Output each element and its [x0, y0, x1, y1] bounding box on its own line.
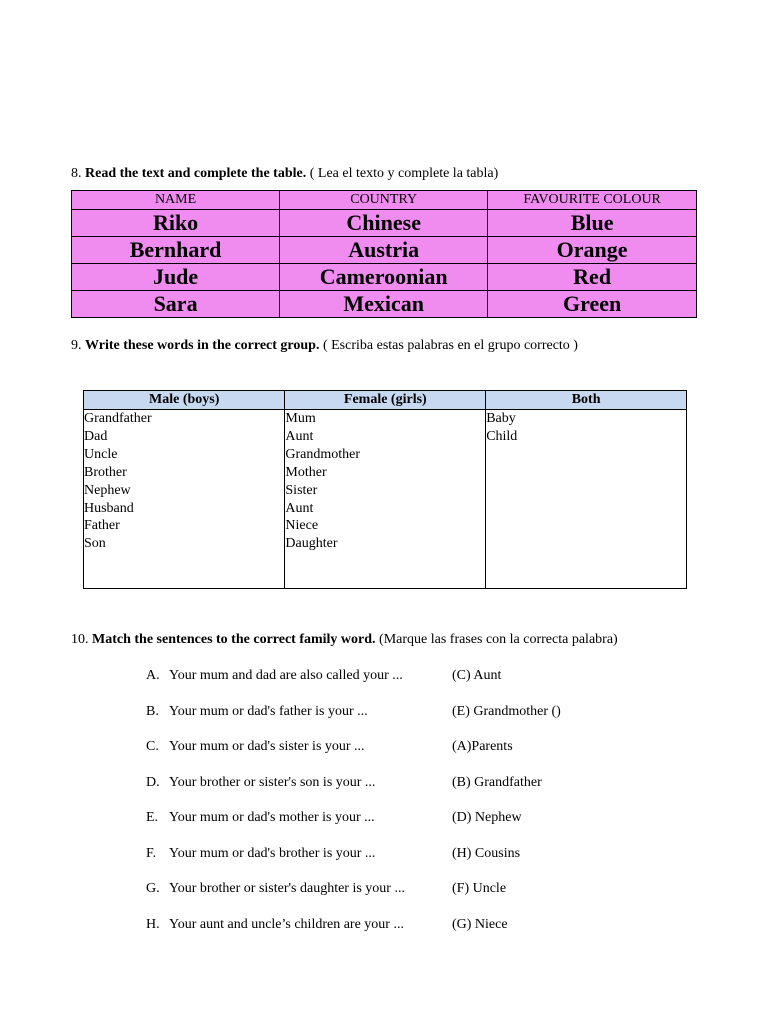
item-sentence: Your brother or sister's son is your ...	[169, 775, 376, 790]
item-letter: D.	[146, 775, 160, 790]
list-item: Son	[84, 536, 106, 552]
list-item: Baby	[486, 411, 516, 426]
header-favourite-colour: FAVOURITE COLOUR	[488, 191, 697, 210]
question-10-instruction: Match the sentences to the correct family word.	[92, 632, 376, 647]
item-sentence: Your mum or dad's mother is your ...	[169, 810, 375, 825]
table-row	[72, 210, 697, 237]
table-row	[72, 237, 697, 264]
header-male: Male (boys)	[84, 391, 285, 410]
match-item-e	[146, 809, 522, 827]
table-header-row	[84, 391, 687, 410]
cell-name[interactable]: Jude	[72, 264, 280, 291]
list-item: Child	[486, 428, 518, 444]
item-letter: F.	[146, 846, 157, 861]
match-item-h	[146, 916, 508, 934]
item-sentence: Your aunt and uncle’s children are your ...	[169, 917, 404, 932]
match-item-c	[146, 738, 513, 756]
word-group-table	[83, 390, 687, 589]
list-item: Niece	[285, 518, 319, 534]
cell-colour[interactable]: Orange	[488, 237, 697, 264]
list-item: Dad	[84, 428, 108, 444]
cell-name[interactable]: Bernhard	[72, 237, 280, 264]
item-letter: C.	[146, 739, 159, 754]
header-country: COUNTRY	[280, 191, 488, 210]
item-answer[interactable]: (H) Cousins	[452, 846, 521, 861]
item-sentence: Your mum or dad's sister is your ...	[169, 739, 365, 754]
cell-country[interactable]: Chinese	[280, 210, 488, 237]
table-row	[72, 291, 697, 318]
question-8-translation: ( Lea el texto y complete la tabla)	[309, 166, 499, 181]
cell-colour[interactable]: Blue	[488, 210, 697, 237]
header-name: NAME	[72, 191, 280, 210]
item-sentence: Your brother or sister's daughter is your ...	[169, 881, 405, 896]
item-sentence: Your mum or dad's brother is your ...	[169, 846, 376, 861]
table-row	[72, 264, 697, 291]
match-item-g	[146, 880, 507, 898]
item-letter: A.	[146, 668, 160, 683]
list-item: Mother	[285, 464, 327, 480]
match-item-d	[146, 774, 542, 792]
list-item: Husband	[84, 500, 134, 516]
match-item-b	[146, 703, 561, 721]
list-item: Daughter	[285, 536, 338, 552]
question-8-instruction: Read the text and complete the table.	[85, 166, 307, 181]
cell-name[interactable]: Sara	[72, 291, 280, 318]
question-10-number: 10.	[71, 632, 89, 647]
item-sentence: Your mum or dad's father is your ...	[169, 704, 368, 719]
question-8-number: 8.	[71, 166, 82, 181]
header-female: Female (girls)	[285, 391, 486, 410]
cell-country[interactable]: Cameroonian	[280, 264, 488, 291]
table-row	[84, 410, 687, 589]
cell-country[interactable]: Austria	[280, 237, 488, 264]
table-header-row	[72, 191, 697, 210]
list-item: Uncle	[84, 446, 118, 462]
list-item: Aunt	[285, 500, 314, 516]
item-answer[interactable]: (F) Uncle	[452, 881, 507, 896]
item-letter: E.	[146, 810, 159, 825]
match-item-f	[146, 845, 521, 863]
header-both: Both	[486, 391, 687, 410]
cell-colour[interactable]: Red	[488, 264, 697, 291]
question-8-heading	[71, 165, 498, 183]
male-column[interactable]	[84, 410, 285, 589]
cell-colour[interactable]: Green	[488, 291, 697, 318]
item-answer[interactable]: (C) Aunt	[452, 668, 502, 683]
list-item: Grandfather	[84, 411, 152, 426]
item-answer[interactable]: (D) Nephew	[452, 810, 522, 825]
country-colour-table	[71, 190, 697, 318]
question-10-heading	[71, 631, 618, 649]
match-item-a	[146, 667, 502, 685]
both-column[interactable]	[486, 410, 687, 589]
item-letter: G.	[146, 881, 160, 896]
cell-country[interactable]: Mexican	[280, 291, 488, 318]
item-answer[interactable]: (E) Grandmother ()	[452, 704, 561, 719]
list-item: Sister	[285, 482, 318, 498]
female-column[interactable]	[285, 410, 486, 589]
item-answer[interactable]: (G) Niece	[452, 917, 508, 932]
list-item: Father	[84, 518, 120, 534]
list-item: Nephew	[84, 482, 131, 498]
item-letter: H.	[146, 917, 160, 932]
cell-name[interactable]: Riko	[72, 210, 280, 237]
list-item: Brother	[84, 464, 127, 480]
item-answer[interactable]: (A)Parents	[452, 739, 513, 754]
item-sentence: Your mum and dad are also called your ...	[169, 668, 403, 683]
item-answer[interactable]: (B) Grandfather	[452, 775, 542, 790]
list-item: Grandmother	[285, 446, 361, 462]
item-letter: B.	[146, 704, 159, 719]
list-item: Mum	[285, 411, 316, 426]
question-9-heading	[71, 337, 578, 355]
list-item: Aunt	[285, 428, 314, 444]
question-9-instruction: Write these words in the correct group.	[85, 338, 320, 353]
question-9-translation: ( Escriba estas palabras en el grupo correcto )	[322, 338, 578, 353]
question-10-translation: (Marque las frases con la correcta palabra)	[379, 632, 618, 647]
question-9-number: 9.	[71, 338, 82, 353]
